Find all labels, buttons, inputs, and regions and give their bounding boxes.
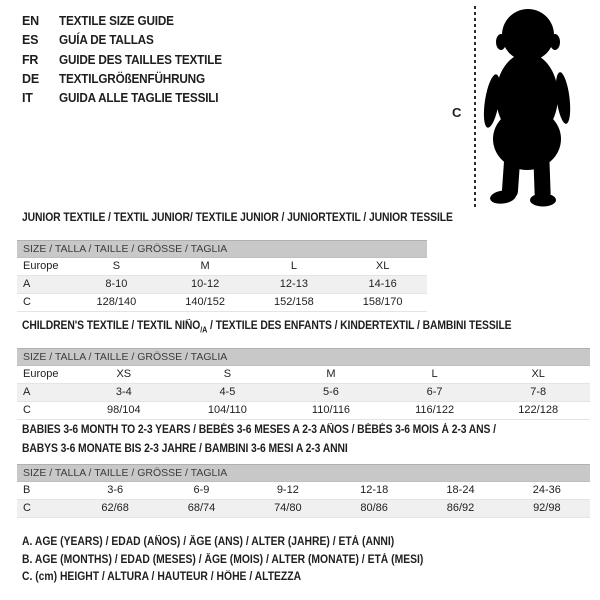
children-table-title-sub: /A xyxy=(200,325,208,335)
table-row xyxy=(17,384,590,402)
table-cell: 5-6 xyxy=(323,386,339,398)
table-cell: 12-13 xyxy=(279,278,308,290)
footnote-age-years: A. AGE (YEARS) / EDAD (AÑOS) / ÂGE (ANS) / ALTER (JAHRE) / ETÀ (ANNI) xyxy=(22,536,395,548)
language-code: EN xyxy=(22,14,39,28)
language-row xyxy=(22,31,232,50)
junior-size-table xyxy=(17,240,427,312)
table-cell: 86/92 xyxy=(446,502,475,514)
language-row xyxy=(22,89,232,108)
row-label-cell: C xyxy=(23,404,31,416)
language-code: DE xyxy=(22,71,39,86)
table-cell: 4-5 xyxy=(219,386,236,398)
language-label: TEXTILE SIZE GUIDE xyxy=(59,14,174,28)
height-measure-label: C xyxy=(452,105,462,120)
language-guide-block xyxy=(22,12,232,108)
table-cell: 98/104 xyxy=(106,404,141,416)
language-code: ES xyxy=(22,33,39,48)
table-row xyxy=(17,366,590,384)
row-label-cell: Europe xyxy=(23,260,59,272)
children-table-title-pre: CHILDREN'S TEXTILE / TEXTIL NIÑO xyxy=(22,320,201,332)
language-row xyxy=(22,51,232,70)
table-row xyxy=(17,402,590,420)
table-cell: S xyxy=(112,260,121,272)
table-cell: M xyxy=(200,260,210,272)
table-cell: M xyxy=(326,368,336,380)
baby-silhouette-icon xyxy=(476,6,576,208)
table-cell: 122/128 xyxy=(518,404,559,416)
language-row xyxy=(22,12,232,31)
table-cell: XL xyxy=(375,260,390,272)
table-cell: 116/122 xyxy=(415,404,455,416)
table-cell: XS xyxy=(116,368,132,380)
size-table-header: SIZE / TALLA / TAILLE / GRÖSSE / TAGLIA xyxy=(17,240,427,258)
table-cell: 24-36 xyxy=(532,484,561,496)
table-row xyxy=(17,294,427,312)
footnotes-block xyxy=(22,534,468,587)
children-table-title-post: / TEXTILE DES ENFANTS / KINDERTEXTIL / BAMBINI TESSILE xyxy=(207,320,512,332)
footnote-height: C. (cm) HEIGHT / ALTURA / HAUTEUR / HÖHE / ALTEZZA xyxy=(22,571,302,583)
table-cell: 140/152 xyxy=(185,296,225,308)
language-label: GUÍA DE TALLAS xyxy=(59,33,154,48)
language-code: IT xyxy=(22,91,33,106)
size-table-header: SIZE / TALLA / TAILLE / GRÖSSE / TAGLIA xyxy=(17,464,590,482)
table-cell: 12-18 xyxy=(360,484,389,496)
table-cell: 3-4 xyxy=(115,386,132,398)
table-row xyxy=(17,276,427,294)
table-cell: 62/68 xyxy=(101,502,129,514)
table-cell: 152/158 xyxy=(273,296,314,308)
table-cell: L xyxy=(290,260,297,272)
table-cell: 3-6 xyxy=(107,484,124,496)
language-row xyxy=(22,70,232,89)
table-cell: L xyxy=(431,368,438,380)
table-cell: 110/116 xyxy=(311,404,351,416)
table-cell: 158/170 xyxy=(362,296,403,308)
babies-size-table xyxy=(17,464,590,518)
table-row xyxy=(17,500,590,518)
size-table-header: SIZE / TALLA / TAILLE / GRÖSSE / TAGLIA xyxy=(17,348,590,366)
row-label-cell: C xyxy=(23,502,31,514)
footnote-age-months: B. AGE (MONTHS) / EDAD (MESES) / ÂGE (MOIS) / ALTER (MONATE) / ETÀ (MESI) xyxy=(22,553,424,566)
row-label-cell: C xyxy=(23,296,31,308)
table-row xyxy=(17,258,427,276)
table-cell: S xyxy=(223,368,232,380)
table-cell: XL xyxy=(531,368,545,380)
table-cell: 74/80 xyxy=(274,502,302,514)
table-cell: 104/110 xyxy=(207,404,247,416)
language-code: FR xyxy=(22,52,39,67)
row-label-cell: A xyxy=(23,278,31,290)
table-cell: 6-9 xyxy=(193,484,210,496)
table-cell: 92/98 xyxy=(533,502,561,514)
row-label-cell: A xyxy=(23,386,31,398)
children-table-title xyxy=(22,320,512,334)
children-size-table xyxy=(17,348,590,420)
language-label: GUIDE DES TAILLES TEXTILE xyxy=(59,52,222,67)
language-label: GUIDA ALLE TAGLIE TESSILI xyxy=(59,91,219,106)
table-row xyxy=(17,482,590,500)
table-cell: 14-16 xyxy=(368,278,397,290)
babies-table-title: BABIES 3-6 MONTH TO 2-3 YEARS / BEBÉS 3-6 MESES A 2-3 AÑOS / BÉBÉS 3-6 MOIS À 2-3 ANS / BABYS 3-6 MONATE BIS 2-3 JAHRE / BAMBINI 3-6 MESI A 2-3 ANNI xyxy=(22,424,496,455)
table-cell: 10-12 xyxy=(191,278,220,290)
junior-table-title: JUNIOR TEXTILE / TEXTIL JUNIOR/ TEXTILE JUNIOR / JUNIORTEXTIL / JUNIOR TESSILE xyxy=(22,212,453,224)
row-label-cell: Europe xyxy=(23,368,59,380)
row-label-cell: B xyxy=(23,484,31,496)
language-label: TEXTILGRÖßENFÜHRUNG xyxy=(59,71,205,86)
table-cell: 7-8 xyxy=(530,386,547,398)
table-cell: 18-24 xyxy=(446,484,475,496)
table-cell: 80/86 xyxy=(360,502,388,514)
table-cell: 128/140 xyxy=(96,296,137,308)
table-cell: 9-12 xyxy=(276,484,299,496)
table-cell: 8-10 xyxy=(105,278,128,290)
table-cell: 68/74 xyxy=(187,502,216,514)
table-cell: 6-7 xyxy=(426,386,443,398)
